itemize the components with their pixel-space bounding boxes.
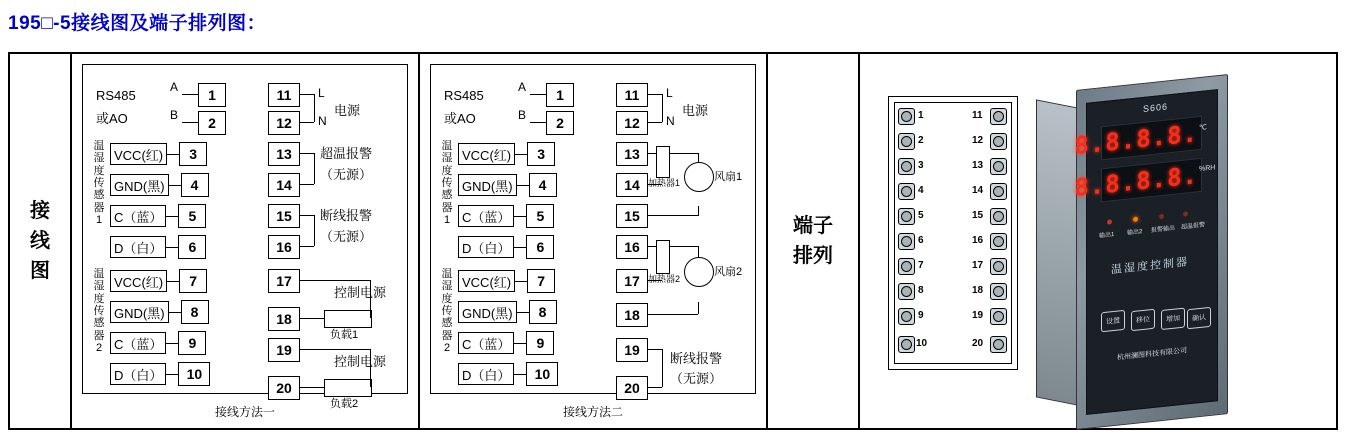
d2-heater1-label: 加热器1 bbox=[648, 178, 681, 188]
terminal-19-b: 19 bbox=[616, 338, 648, 362]
terminal-17: 17 bbox=[268, 269, 300, 293]
led-label-1: 输出1 bbox=[1099, 231, 1115, 240]
wiring-diagram-2 bbox=[420, 54, 768, 428]
d2-comm-a: A bbox=[518, 80, 527, 94]
tb-num-15: 15 bbox=[972, 210, 984, 221]
led-label-2: 输出2 bbox=[1127, 229, 1143, 237]
d2-heater2-label: 加热器2 bbox=[648, 274, 681, 284]
d2-fan2-label: 风扇2 bbox=[714, 266, 743, 278]
terminal-2: 2 bbox=[198, 111, 226, 135]
terminal-12-b: 12 bbox=[616, 111, 648, 135]
d1-s2-sig-vcc: VCC(红) bbox=[110, 270, 167, 292]
d2-power-label: 电源 bbox=[682, 103, 709, 118]
terminal-17-b: 17 bbox=[616, 269, 648, 293]
d2-s2-sig-c: C（蓝） bbox=[458, 332, 514, 354]
terminal-1: 1 bbox=[198, 83, 226, 107]
d2-heater2-symbol bbox=[656, 240, 670, 274]
terminal-7: 7 bbox=[179, 269, 207, 293]
wiring-label-cell bbox=[10, 54, 72, 428]
tb-num-2: 2 bbox=[918, 135, 924, 146]
tb-num-18: 18 bbox=[972, 285, 984, 296]
screw-17 bbox=[990, 258, 1007, 275]
d2-fan1-label: 风扇1 bbox=[714, 171, 743, 183]
d2-power-n: N bbox=[666, 114, 675, 128]
tb-num-16: 16 bbox=[972, 235, 984, 246]
terminal-6: 6 bbox=[178, 235, 206, 259]
d1-comm-line1: RS485 bbox=[96, 88, 136, 103]
d1-load2-power: 控制电源 bbox=[334, 354, 387, 369]
led-alarm-output bbox=[1159, 214, 1164, 220]
page-title: 195□-5接线图及端子排列图： bbox=[8, 13, 267, 34]
d1-load2-label: 负载2 bbox=[330, 398, 359, 410]
screw-6 bbox=[898, 233, 915, 250]
d2-s1-sig-vcc: VCC(红) bbox=[458, 143, 515, 165]
device-company: 杭州澜图科技有限公司 bbox=[1117, 347, 1187, 362]
terminal-8: 8 bbox=[181, 300, 209, 324]
screw-5 bbox=[898, 208, 915, 225]
tb-num-10: 10 bbox=[916, 338, 928, 349]
d1-s2-sig-gnd: GND(黑) bbox=[110, 301, 169, 323]
d1-s1-sig-gnd: GND(黑) bbox=[110, 174, 169, 196]
terminal-9-b: 9 bbox=[526, 331, 554, 355]
terminal-8-b: 8 bbox=[529, 300, 557, 324]
diagram-table bbox=[8, 52, 1338, 430]
screw-13 bbox=[990, 158, 1007, 175]
d1-power-l: L bbox=[318, 86, 325, 100]
terminal-9: 9 bbox=[178, 331, 206, 355]
controller-device bbox=[1036, 74, 1236, 422]
tb-num-12: 12 bbox=[972, 135, 984, 146]
screw-14 bbox=[990, 183, 1007, 200]
unit-bottom: %RH bbox=[1199, 164, 1216, 174]
screw-9 bbox=[898, 308, 915, 325]
terminal-16-b: 16 bbox=[616, 235, 648, 259]
d2-comm-line1: RS485 bbox=[444, 88, 484, 103]
d1-comm-wire-a bbox=[182, 94, 198, 95]
screw-20 bbox=[990, 336, 1007, 353]
d1-alarm2-label2: （无源） bbox=[320, 229, 373, 244]
tb-num-4: 4 bbox=[918, 185, 924, 196]
terminal-label-cell bbox=[768, 54, 860, 428]
d2-fan1-symbol bbox=[684, 162, 714, 192]
tb-num-19: 19 bbox=[972, 310, 984, 321]
key-up[interactable]: 增加 bbox=[1161, 308, 1185, 331]
d2-heater1-symbol bbox=[656, 146, 670, 178]
terminal-20-b: 20 bbox=[616, 376, 648, 400]
screw-2 bbox=[898, 133, 915, 150]
diagram-2-caption: 接线方法二 bbox=[562, 405, 623, 419]
d1-sensor2-label: 温 湿 度 传 感 器 2 bbox=[93, 268, 105, 354]
d1-s2-sig-d: D（白） bbox=[110, 363, 166, 385]
d1-power-n: N bbox=[318, 114, 327, 128]
d2-s2-sig-vcc: VCC(红) bbox=[458, 270, 515, 292]
terminal-18-b: 18 bbox=[616, 303, 648, 327]
tb-num-1: 1 bbox=[918, 110, 924, 121]
screw-10 bbox=[898, 336, 915, 353]
screw-8 bbox=[898, 283, 915, 300]
tb-num-5: 5 bbox=[918, 210, 924, 221]
screw-16 bbox=[990, 233, 1007, 250]
d1-s1-sig-vcc: VCC(红) bbox=[110, 143, 167, 165]
unit-top: ℃ bbox=[1199, 124, 1207, 133]
d1-alarm1-label2: （无源） bbox=[320, 167, 373, 182]
terminal-19: 19 bbox=[268, 338, 300, 362]
wiring-label: 接 线 图 bbox=[30, 200, 50, 282]
screw-3 bbox=[898, 158, 915, 175]
screw-1 bbox=[898, 108, 915, 125]
screw-18 bbox=[990, 283, 1007, 300]
terminal-20: 20 bbox=[268, 376, 300, 400]
d2-s1-sig-c: C（蓝） bbox=[458, 205, 514, 227]
key-set[interactable]: 设置 bbox=[1101, 310, 1125, 333]
d2-sensor1-label: 温 湿 度 传 感 器 1 bbox=[441, 140, 453, 226]
d2-alarm-label2: （无源） bbox=[670, 371, 723, 386]
d1-comm-a: A bbox=[170, 80, 179, 94]
terminal-14: 14 bbox=[268, 173, 300, 197]
tb-num-8: 8 bbox=[918, 285, 924, 296]
terminal-10-b: 10 bbox=[526, 362, 558, 386]
device-model: S606 bbox=[1143, 101, 1169, 114]
led-label-4: 超温报警 bbox=[1181, 222, 1206, 231]
d1-comm-line2: 或AO bbox=[96, 111, 128, 126]
terminal-4: 4 bbox=[181, 173, 209, 197]
d1-alarm2-label1: 断线报警 bbox=[320, 208, 373, 223]
key-enter[interactable]: 确认 bbox=[1187, 307, 1211, 330]
terminal-4-b: 4 bbox=[529, 173, 557, 197]
d1-comm-wire-b bbox=[182, 122, 198, 123]
terminal-12: 12 bbox=[268, 111, 300, 135]
d1-comm-b: B bbox=[170, 108, 179, 122]
d2-comm-line2: 或AO bbox=[444, 111, 476, 126]
terminal-7-b: 7 bbox=[527, 269, 555, 293]
led-over-temp bbox=[1183, 211, 1188, 217]
tb-num-13: 13 bbox=[972, 160, 984, 171]
tb-num-6: 6 bbox=[918, 235, 924, 246]
terminal-6-b: 6 bbox=[526, 235, 554, 259]
terminal-3: 3 bbox=[179, 142, 207, 166]
wiring-diagram-1 bbox=[72, 54, 420, 428]
d2-comm-b: B bbox=[518, 108, 527, 122]
d2-fan2-symbol bbox=[684, 257, 714, 287]
d1-alarm1-label1: 超温报警 bbox=[320, 146, 373, 161]
terminal-label: 端子 排列 bbox=[793, 215, 833, 267]
product-photo-cell bbox=[860, 54, 1336, 428]
terminal-13: 13 bbox=[268, 142, 300, 166]
terminal-10: 10 bbox=[178, 362, 210, 386]
screw-12 bbox=[990, 133, 1007, 150]
screw-4 bbox=[898, 183, 915, 200]
screw-11 bbox=[990, 108, 1007, 125]
d1-s1-sig-c: C（蓝） bbox=[110, 205, 166, 227]
d2-s1-sig-d: D（白） bbox=[458, 236, 514, 258]
d1-s1-sig-d: D（白） bbox=[110, 236, 166, 258]
d2-sensor2-label: 温 湿 度 传 感 器 2 bbox=[441, 268, 453, 354]
terminal-13-b: 13 bbox=[616, 142, 648, 166]
device-front-panel bbox=[1074, 89, 1218, 415]
diagram-1-caption: 接线方法一 bbox=[214, 405, 275, 419]
display-bottom-value: 8.8.8.8. bbox=[1074, 161, 1198, 203]
d1-s2-sig-c: C（蓝） bbox=[110, 332, 166, 354]
terminal-14-b: 14 bbox=[616, 173, 648, 197]
d2-s2-sig-d: D（白） bbox=[458, 363, 514, 385]
d1-power-label: 电源 bbox=[334, 103, 361, 118]
d2-alarm-label1: 断线报警 bbox=[670, 351, 723, 366]
terminal-5-b: 5 bbox=[526, 204, 554, 228]
terminal-5: 5 bbox=[178, 204, 206, 228]
key-shift[interactable]: 移位 bbox=[1131, 309, 1155, 332]
d1-load1-label: 负载1 bbox=[330, 329, 359, 341]
screw-15 bbox=[990, 208, 1007, 225]
terminal-11-b: 11 bbox=[616, 83, 648, 107]
d2-s2-sig-gnd: GND(黑) bbox=[458, 301, 517, 323]
tb-num-14: 14 bbox=[972, 185, 984, 196]
tb-num-11: 11 bbox=[972, 110, 983, 121]
d1-sensor1-label: 温 湿 度 传 感 器 1 bbox=[93, 140, 105, 226]
led-label-3: 报警输出 bbox=[1151, 225, 1176, 235]
d1-load1-power: 控制电源 bbox=[334, 285, 387, 300]
terminal-15-b: 15 bbox=[616, 204, 648, 228]
device-brand-line: 温湿度控制器 bbox=[1111, 256, 1189, 277]
tb-num-7: 7 bbox=[918, 260, 924, 271]
terminal-2-b: 2 bbox=[546, 111, 574, 135]
terminal-11: 11 bbox=[268, 83, 300, 107]
d2-s1-sig-gnd: GND(黑) bbox=[458, 174, 517, 196]
display-top-value: 8.8.8.8. bbox=[1074, 119, 1198, 161]
terminal-1-b: 1 bbox=[546, 83, 574, 107]
screw-7 bbox=[898, 258, 915, 275]
led-output2 bbox=[1133, 216, 1138, 222]
terminal-15: 15 bbox=[268, 204, 300, 228]
tb-num-9: 9 bbox=[918, 310, 924, 321]
tb-num-20: 20 bbox=[972, 338, 984, 349]
terminal-18: 18 bbox=[268, 307, 300, 331]
display-bottom bbox=[1074, 158, 1202, 203]
d2-power-l: L bbox=[666, 86, 673, 100]
tb-num-3: 3 bbox=[918, 160, 924, 171]
terminal-16: 16 bbox=[268, 235, 300, 259]
screw-19 bbox=[990, 308, 1007, 325]
terminal-3-b: 3 bbox=[527, 142, 555, 166]
tb-num-17: 17 bbox=[972, 260, 984, 271]
led-output1 bbox=[1107, 219, 1112, 225]
display-top bbox=[1074, 116, 1202, 161]
